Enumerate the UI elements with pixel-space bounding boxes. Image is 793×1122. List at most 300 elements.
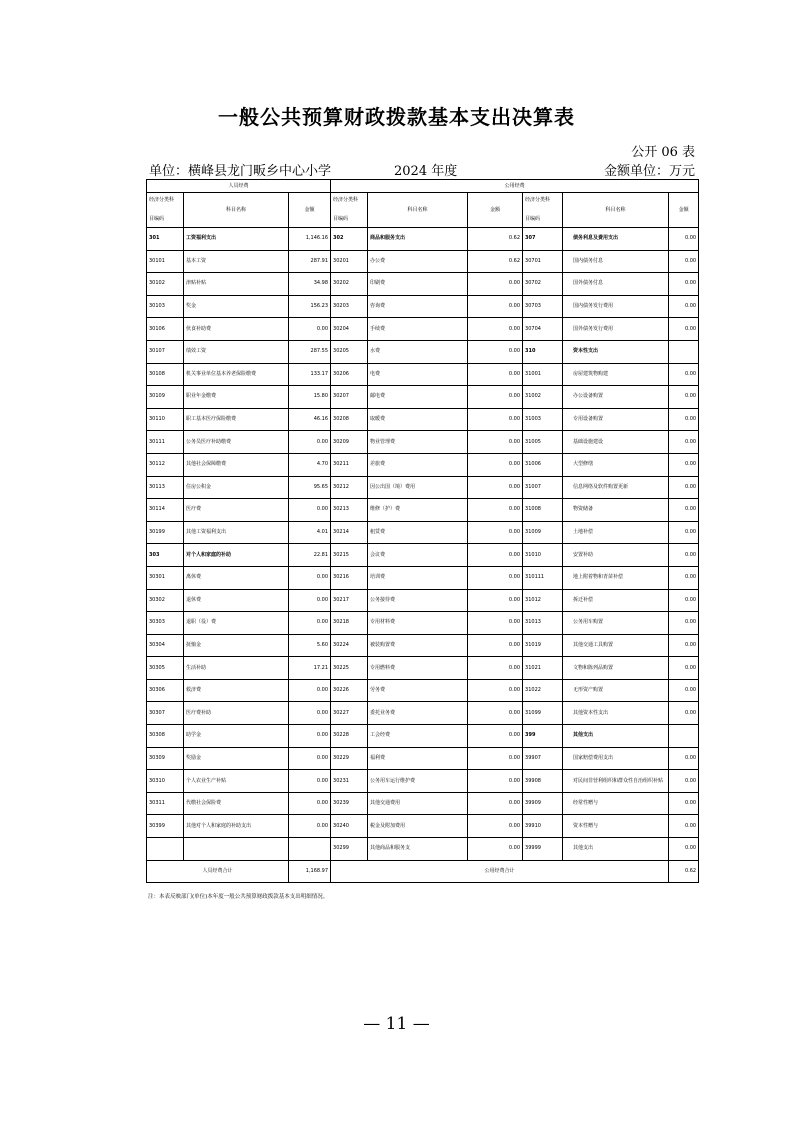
row-code: 30216	[331, 566, 368, 589]
row-code: 30226	[331, 679, 368, 702]
row-code: 39909	[523, 792, 563, 815]
totals-row	[147, 860, 699, 882]
row-code: 30202	[331, 273, 368, 296]
row-code: 310	[523, 340, 563, 363]
row-name: 生活补助	[184, 657, 289, 680]
amount-column-header: 金额	[468, 193, 523, 228]
row-amount	[669, 340, 699, 363]
table-row	[147, 273, 699, 296]
row-code: 31019	[523, 634, 563, 657]
row-code: 30218	[331, 612, 368, 635]
code-header-line1: 经济分类科	[149, 197, 175, 203]
row-name: 无形资产购置	[563, 679, 669, 702]
name-column-header: 科目名称	[563, 193, 669, 228]
public-total-value: 0.62	[669, 860, 699, 882]
table-row	[147, 453, 699, 476]
row-name: 国内债务发行费用	[563, 295, 669, 318]
personnel-total-label: 人员经费合计	[147, 860, 289, 882]
row-code: 30303	[147, 612, 184, 635]
row-amount: 0.62	[468, 228, 523, 251]
row-amount: 0.62	[468, 250, 523, 273]
row-amount: 0.00	[468, 725, 523, 748]
row-amount: 0.00	[468, 838, 523, 861]
table-row	[147, 228, 699, 251]
row-code: 30703	[523, 295, 563, 318]
row-name	[184, 838, 289, 861]
row-amount: 0.00	[289, 431, 331, 454]
row-amount: 0.00	[468, 273, 523, 296]
row-name: 地上附着物和青苗补偿	[563, 566, 669, 589]
row-amount: 0.00	[289, 566, 331, 589]
row-amount: 0.00	[669, 453, 699, 476]
row-amount: 0.00	[669, 431, 699, 454]
row-amount: 4.70	[289, 453, 331, 476]
row-code: 30311	[147, 792, 184, 815]
row-name: 基本工资	[184, 250, 289, 273]
row-name: 公务用车购置	[563, 612, 669, 635]
row-code: 30217	[331, 589, 368, 612]
row-code: 30225	[331, 657, 368, 680]
row-amount: 15.80	[289, 386, 331, 409]
row-amount: 0.00	[468, 408, 523, 431]
row-code: 30207	[331, 386, 368, 409]
name-column-header: 科目名称	[368, 193, 468, 228]
row-name: 医疗费	[184, 499, 289, 522]
row-name: 离休费	[184, 566, 289, 589]
row-name: 拆迁补偿	[563, 589, 669, 612]
row-code: 30239	[331, 792, 368, 815]
row-name: 抚恤金	[184, 634, 289, 657]
table-row	[147, 725, 699, 748]
row-code: 31001	[523, 363, 563, 386]
row-amount: 0.00	[289, 747, 331, 770]
row-code: 30212	[331, 476, 368, 499]
row-amount: 0.00	[468, 340, 523, 363]
row-code: 31010	[523, 544, 563, 567]
row-code: 302	[331, 228, 368, 251]
row-name: 公务员医疗补助缴费	[184, 431, 289, 454]
row-name: 其他交通工具购置	[563, 634, 669, 657]
row-name: 房屋建筑物购建	[563, 363, 669, 386]
row-code: 30204	[331, 318, 368, 341]
row-code: 30208	[331, 408, 368, 431]
row-name: 公务接待费	[368, 589, 468, 612]
row-name: 津贴补贴	[184, 273, 289, 296]
row-code: 30701	[523, 250, 563, 273]
row-code: 30704	[523, 318, 563, 341]
table-row	[147, 318, 699, 341]
row-code: 30205	[331, 340, 368, 363]
row-code: 31099	[523, 702, 563, 725]
row-amount	[669, 725, 699, 748]
row-amount: 0.00	[669, 838, 699, 861]
row-amount: 0.00	[669, 634, 699, 657]
row-amount: 0.00	[669, 521, 699, 544]
table-row	[147, 702, 699, 725]
row-name: 大型修缮	[563, 453, 669, 476]
row-name: 税金及附加费用	[368, 815, 468, 838]
row-name: 取暖费	[368, 408, 468, 431]
row-amount: 0.00	[468, 612, 523, 635]
row-name: 印刷费	[368, 273, 468, 296]
row-code	[147, 838, 184, 861]
row-name: 差旅费	[368, 453, 468, 476]
row-name: 工资福利支出	[184, 228, 289, 251]
row-name: 医疗费补助	[184, 702, 289, 725]
row-code: 30109	[147, 386, 184, 409]
row-name: 办公设备购置	[563, 386, 669, 409]
row-code: 30309	[147, 747, 184, 770]
code-header-line2: 目编码	[149, 216, 165, 222]
form-number: 公开 06 表	[631, 145, 695, 160]
row-amount	[289, 838, 331, 861]
row-amount: 0.00	[289, 770, 331, 793]
row-amount: 0.00	[468, 318, 523, 341]
row-amount: 0.00	[669, 815, 699, 838]
row-amount: 0.00	[468, 679, 523, 702]
row-name: 土地补偿	[563, 521, 669, 544]
row-name: 水费	[368, 340, 468, 363]
row-amount: 0.00	[468, 295, 523, 318]
row-code: 30112	[147, 453, 184, 476]
row-amount: 0.00	[468, 544, 523, 567]
personnel-group-header: 人员经费	[147, 180, 331, 193]
row-name: 经常性赠与	[563, 792, 669, 815]
row-code: 30305	[147, 657, 184, 680]
row-name: 物业管理费	[368, 431, 468, 454]
row-code: 30102	[147, 273, 184, 296]
row-name: 个人农业生产补贴	[184, 770, 289, 793]
row-amount: 0.00	[669, 679, 699, 702]
table-row	[147, 634, 699, 657]
table-row	[147, 612, 699, 635]
row-amount: 133.17	[289, 363, 331, 386]
row-name: 电费	[368, 363, 468, 386]
row-amount: 0.00	[289, 499, 331, 522]
row-name: 机关事业单位基本养老保险缴费	[184, 363, 289, 386]
row-name: 住房公积金	[184, 476, 289, 499]
row-name: 专用材料费	[368, 612, 468, 635]
table-row	[147, 657, 699, 680]
row-amount: 0.00	[669, 702, 699, 725]
row-code: 30201	[331, 250, 368, 273]
row-code: 30111	[147, 431, 184, 454]
row-name: 信息网络及软件购置更新	[563, 476, 669, 499]
row-amount: 0.00	[669, 589, 699, 612]
row-name: 会议费	[368, 544, 468, 567]
amount-column-header: 金额	[669, 193, 699, 228]
personnel-total-value: 1,168.97	[289, 860, 331, 882]
footnote: 注：本表反映部门(单位)本年度一般公共预算财政拨款基本支出明细情况。	[148, 894, 329, 900]
year-label: 2024 年度	[394, 164, 458, 179]
row-amount: 0.00	[669, 499, 699, 522]
row-amount: 0.00	[669, 792, 699, 815]
row-amount: 4.01	[289, 521, 331, 544]
row-amount: 0.00	[669, 544, 699, 567]
row-name: 安置补助	[563, 544, 669, 567]
row-name: 被装购置费	[368, 634, 468, 657]
row-amount: 0.00	[669, 657, 699, 680]
row-amount: 0.00	[468, 634, 523, 657]
row-amount: 287.55	[289, 340, 331, 363]
row-name: 其他商品和服务支	[368, 838, 468, 861]
row-code: 31009	[523, 521, 563, 544]
row-amount: 0.00	[468, 792, 523, 815]
row-amount: 0.00	[669, 295, 699, 318]
row-amount: 0.00	[669, 250, 699, 273]
row-code: 31007	[523, 476, 563, 499]
row-amount: 0.00	[289, 318, 331, 341]
row-code: 30306	[147, 679, 184, 702]
row-name: 咨询费	[368, 295, 468, 318]
row-code: 30209	[331, 431, 368, 454]
row-code: 30211	[331, 453, 368, 476]
row-code: 31002	[523, 386, 563, 409]
row-code: 30310	[147, 770, 184, 793]
row-name: 基础设施建设	[563, 431, 669, 454]
row-amount: 0.00	[669, 408, 699, 431]
row-name: 国外债务发行费用	[563, 318, 669, 341]
row-name: 其他支出	[563, 838, 669, 861]
row-amount: 0.00	[669, 566, 699, 589]
row-name: 职工基本医疗保险缴费	[184, 408, 289, 431]
row-name: 专用设备购置	[563, 408, 669, 431]
row-name: 因公出国（境）费用	[368, 476, 468, 499]
row-code: 30103	[147, 295, 184, 318]
row-amount: 0.00	[468, 702, 523, 725]
row-amount: 0.00	[669, 318, 699, 341]
row-amount: 287.91	[289, 250, 331, 273]
row-code: 30231	[331, 770, 368, 793]
row-amount: 34.98	[289, 273, 331, 296]
row-amount: 0.00	[468, 363, 523, 386]
table-row	[147, 589, 699, 612]
row-code: 30702	[523, 273, 563, 296]
row-amount: 0.00	[289, 725, 331, 748]
row-code: 30307	[147, 702, 184, 725]
row-amount: 5.60	[289, 634, 331, 657]
row-name: 手续费	[368, 318, 468, 341]
row-name: 其他交通费用	[368, 792, 468, 815]
row-code: 31008	[523, 499, 563, 522]
row-amount: 0.00	[468, 453, 523, 476]
row-code: 39999	[523, 838, 563, 861]
row-amount: 0.00	[669, 386, 699, 409]
code-column-header	[523, 193, 563, 228]
row-name: 公务用车运行维护费	[368, 770, 468, 793]
row-amount: 0.00	[669, 747, 699, 770]
public-group-header: 公用经费	[331, 180, 699, 193]
table-row	[147, 566, 699, 589]
row-code: 30304	[147, 634, 184, 657]
row-amount: 0.00	[669, 273, 699, 296]
row-code: 30114	[147, 499, 184, 522]
row-name: 退职（役）费	[184, 612, 289, 635]
row-amount: 1,146.16	[289, 228, 331, 251]
row-name: 办公费	[368, 250, 468, 273]
expenditure-table	[146, 179, 699, 883]
code-header-line2: 目编码	[333, 216, 349, 222]
row-code: 31013	[523, 612, 563, 635]
row-name: 职业年金缴费	[184, 386, 289, 409]
row-code: 30108	[147, 363, 184, 386]
table-row	[147, 521, 699, 544]
row-code: 30228	[331, 725, 368, 748]
row-code: 30215	[331, 544, 368, 567]
row-amount: 95.65	[289, 476, 331, 499]
row-code: 30106	[147, 318, 184, 341]
table-row	[147, 792, 699, 815]
row-code: 30240	[331, 815, 368, 838]
row-code: 30203	[331, 295, 368, 318]
row-code: 31006	[523, 453, 563, 476]
row-code: 30213	[331, 499, 368, 522]
row-name: 物资储备	[563, 499, 669, 522]
row-name: 代缴社会保险费	[184, 792, 289, 815]
table-row	[147, 295, 699, 318]
row-name: 培训费	[368, 566, 468, 589]
row-code: 30399	[147, 815, 184, 838]
table-row	[147, 544, 699, 567]
row-name: 退休费	[184, 589, 289, 612]
table-row	[147, 815, 699, 838]
page-title: 一般公共预算财政拨款基本支出决算表	[218, 105, 575, 129]
row-amount: 0.00	[468, 386, 523, 409]
row-code: 30214	[331, 521, 368, 544]
table-row	[147, 499, 699, 522]
row-amount: 22.81	[289, 544, 331, 567]
row-code: 30107	[147, 340, 184, 363]
row-code: 30101	[147, 250, 184, 273]
row-code: 31022	[523, 679, 563, 702]
row-amount: 0.00	[289, 612, 331, 635]
row-amount: 156.23	[289, 295, 331, 318]
row-name: 文物和陈列品购置	[563, 657, 669, 680]
row-name: 对民间非营利组织和群众性自治组织补贴	[563, 770, 669, 793]
row-amount: 0.00	[468, 747, 523, 770]
row-code: 31003	[523, 408, 563, 431]
row-code: 30299	[331, 838, 368, 861]
row-amount: 0.00	[468, 566, 523, 589]
code-header-line2: 目编码	[525, 216, 541, 222]
code-column-header	[147, 193, 184, 228]
row-amount: 0.00	[289, 815, 331, 838]
table-row	[147, 431, 699, 454]
page-number: — 11 —	[363, 1014, 430, 1034]
row-name: 委托业务费	[368, 702, 468, 725]
row-name: 对个人和家庭的补助	[184, 544, 289, 567]
row-name: 奖金	[184, 295, 289, 318]
row-code: 30302	[147, 589, 184, 612]
name-column-header: 科目名称	[184, 193, 289, 228]
row-name: 维修（护）费	[368, 499, 468, 522]
table-row	[147, 770, 699, 793]
row-name: 其他对个人和家庭的补助支出	[184, 815, 289, 838]
table-row	[147, 340, 699, 363]
row-amount: 0.00	[669, 476, 699, 499]
money-unit-label: 金额单位：万元	[603, 164, 695, 179]
row-code: 30224	[331, 634, 368, 657]
row-amount: 0.00	[468, 499, 523, 522]
row-code: 30227	[331, 702, 368, 725]
row-code: 31012	[523, 589, 563, 612]
row-code: 399	[523, 725, 563, 748]
row-code: 39910	[523, 815, 563, 838]
row-name: 国内债务付息	[563, 250, 669, 273]
row-amount: 0.00	[468, 770, 523, 793]
row-code: 30110	[147, 408, 184, 431]
row-name: 伙食补助费	[184, 318, 289, 341]
row-amount: 0.00	[468, 589, 523, 612]
code-column-header	[331, 193, 368, 228]
table-row	[147, 747, 699, 770]
row-name: 劳务费	[368, 679, 468, 702]
row-code: 30199	[147, 521, 184, 544]
row-name: 其他支出	[563, 725, 669, 748]
row-amount: 0.00	[468, 476, 523, 499]
table-row	[147, 386, 699, 409]
row-code: 310111	[523, 566, 563, 589]
public-total-label: 公用经费合计	[331, 860, 669, 882]
row-code: 30206	[331, 363, 368, 386]
row-name: 救济费	[184, 679, 289, 702]
row-amount: 17.21	[289, 657, 331, 680]
row-code: 30113	[147, 476, 184, 499]
row-name: 邮电费	[368, 386, 468, 409]
row-amount: 0.00	[468, 815, 523, 838]
row-name: 国家赔偿费用支出	[563, 747, 669, 770]
row-code: 30229	[331, 747, 368, 770]
row-code: 30308	[147, 725, 184, 748]
row-amount: 0.00	[468, 657, 523, 680]
table-row	[147, 250, 699, 273]
row-name: 专用燃料费	[368, 657, 468, 680]
row-amount: 0.00	[289, 702, 331, 725]
row-name: 奖励金	[184, 747, 289, 770]
row-name: 国外债务付息	[563, 273, 669, 296]
row-amount: 0.00	[669, 363, 699, 386]
row-name: 租赁费	[368, 521, 468, 544]
row-name: 工会经费	[368, 725, 468, 748]
row-amount: 0.00	[289, 589, 331, 612]
row-amount: 0.00	[669, 228, 699, 251]
row-amount: 0.00	[669, 770, 699, 793]
row-name: 其他工资福利支出	[184, 521, 289, 544]
row-amount: 0.00	[289, 792, 331, 815]
row-name: 助学金	[184, 725, 289, 748]
row-name: 其他资本性支出	[563, 702, 669, 725]
row-code: 31005	[523, 431, 563, 454]
unit-label: 单位：横峰县龙门畈乡中心小学	[149, 164, 332, 179]
table-row	[147, 476, 699, 499]
table-row	[147, 363, 699, 386]
row-code: 301	[147, 228, 184, 251]
row-name: 商品和服务支出	[368, 228, 468, 251]
code-header-line1: 经济分类科	[525, 197, 551, 203]
amount-column-header: 金额	[289, 193, 331, 228]
row-code: 39908	[523, 770, 563, 793]
row-code: 31021	[523, 657, 563, 680]
row-amount: 46.16	[289, 408, 331, 431]
row-amount: 0.00	[468, 521, 523, 544]
row-name: 其他社会保障缴费	[184, 453, 289, 476]
row-amount: 0.00	[289, 679, 331, 702]
row-code: 303	[147, 544, 184, 567]
row-amount: 0.00	[468, 431, 523, 454]
row-name: 资本性赠与	[563, 815, 669, 838]
row-name: 债务利息及费用支出	[563, 228, 669, 251]
row-name: 福利费	[368, 747, 468, 770]
